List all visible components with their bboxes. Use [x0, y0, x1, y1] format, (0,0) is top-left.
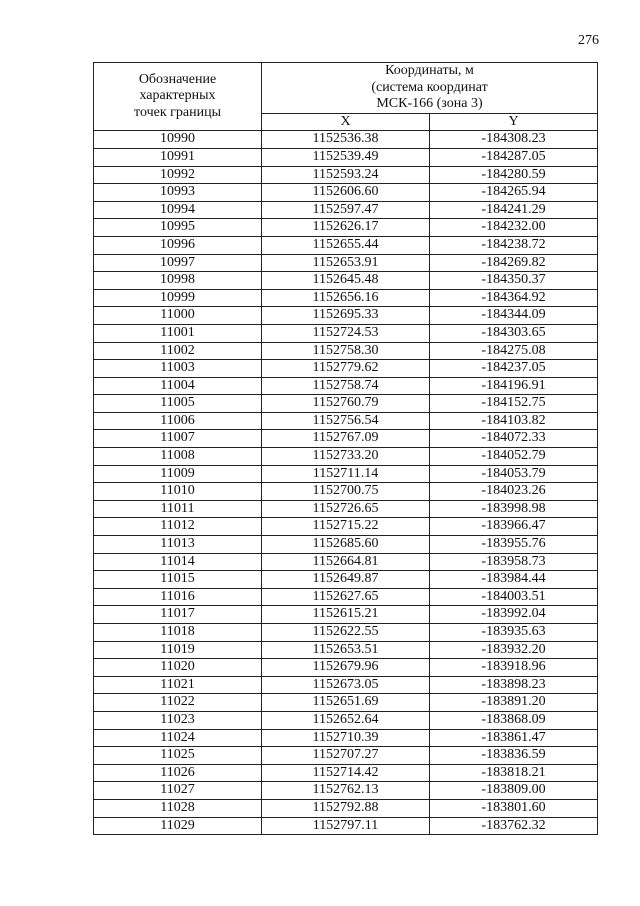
point-id-cell: 11002 — [94, 342, 262, 360]
table-row — [94, 184, 598, 202]
point-id-cell: 11016 — [94, 588, 262, 606]
x-coordinate-cell: 1152758.30 — [262, 342, 430, 360]
x-coordinate-cell: 1152653.51 — [262, 641, 430, 659]
y-coordinate-cell: -184364.92 — [430, 289, 598, 307]
table-row — [94, 236, 598, 254]
x-coordinate-cell: 1152711.14 — [262, 465, 430, 483]
y-coordinate-cell: -183958.73 — [430, 553, 598, 571]
x-coordinate-cell: 1152714.42 — [262, 764, 430, 782]
header-points-line-1: Обозначение — [138, 71, 217, 87]
table-row — [94, 131, 598, 149]
x-coordinate-cell: 1152606.60 — [262, 184, 430, 202]
header-y: Y — [430, 113, 598, 131]
x-coordinate-cell: 1152664.81 — [262, 553, 430, 571]
table-row — [94, 676, 598, 694]
y-coordinate-cell: -184023.26 — [430, 483, 598, 501]
point-id-cell: 11003 — [94, 360, 262, 378]
point-id-cell: 11017 — [94, 606, 262, 624]
table-row — [94, 624, 598, 642]
point-id-cell: 11006 — [94, 412, 262, 430]
x-coordinate-cell: 1152649.87 — [262, 571, 430, 589]
y-coordinate-cell: -184196.91 — [430, 377, 598, 395]
point-id-cell: 10995 — [94, 219, 262, 237]
y-coordinate-cell: -184303.65 — [430, 324, 598, 342]
table-row — [94, 518, 598, 536]
y-coordinate-cell: -183935.63 — [430, 624, 598, 642]
x-coordinate-cell: 1152779.62 — [262, 360, 430, 378]
x-coordinate-cell: 1152655.44 — [262, 236, 430, 254]
point-id-cell: 11025 — [94, 747, 262, 765]
x-coordinate-cell: 1152715.22 — [262, 518, 430, 536]
point-id-cell: 10996 — [94, 236, 262, 254]
table-row — [94, 782, 598, 800]
header-points-line-2: характерных — [139, 88, 216, 104]
y-coordinate-cell: -184103.82 — [430, 412, 598, 430]
y-coordinate-cell: -184275.08 — [430, 342, 598, 360]
y-coordinate-cell: -183868.09 — [430, 711, 598, 729]
x-coordinate-cell: 1152626.17 — [262, 219, 430, 237]
header-coordinates-line-2: (система координат — [371, 79, 488, 95]
x-coordinate-cell: 1152597.47 — [262, 201, 430, 219]
x-coordinate-cell: 1152615.21 — [262, 606, 430, 624]
table-row — [94, 641, 598, 659]
x-coordinate-cell: 1152760.79 — [262, 395, 430, 413]
y-coordinate-cell: -183898.23 — [430, 676, 598, 694]
x-coordinate-cell: 1152762.13 — [262, 782, 430, 800]
table-row — [94, 166, 598, 184]
table-row — [94, 799, 598, 817]
point-id-cell: 11024 — [94, 729, 262, 747]
table-row — [94, 764, 598, 782]
x-coordinate-cell: 1152685.60 — [262, 536, 430, 554]
x-coordinate-cell: 1152656.16 — [262, 289, 430, 307]
header-points — [94, 63, 262, 131]
y-coordinate-cell: -183966.47 — [430, 518, 598, 536]
y-coordinate-cell: -183984.44 — [430, 571, 598, 589]
table-row — [94, 430, 598, 448]
x-coordinate-cell: 1152792.88 — [262, 799, 430, 817]
y-coordinate-cell: -183918.96 — [430, 659, 598, 677]
x-coordinate-cell: 1152627.65 — [262, 588, 430, 606]
table-row — [94, 606, 598, 624]
point-id-cell: 11015 — [94, 571, 262, 589]
point-id-cell: 11021 — [94, 676, 262, 694]
y-coordinate-cell: -184052.79 — [430, 448, 598, 466]
x-coordinate-cell: 1152539.49 — [262, 148, 430, 166]
y-coordinate-cell: -183992.04 — [430, 606, 598, 624]
table-row — [94, 694, 598, 712]
table-row — [94, 272, 598, 290]
y-coordinate-cell: -183998.98 — [430, 500, 598, 518]
point-id-cell: 10998 — [94, 272, 262, 290]
point-id-cell: 11008 — [94, 448, 262, 466]
x-coordinate-cell: 1152767.09 — [262, 430, 430, 448]
point-id-cell: 10993 — [94, 184, 262, 202]
page-number: 276 — [578, 33, 599, 48]
point-id-cell: 10991 — [94, 148, 262, 166]
y-coordinate-cell: -183932.20 — [430, 641, 598, 659]
y-coordinate-cell: -184287.05 — [430, 148, 598, 166]
x-coordinate-cell: 1152673.05 — [262, 676, 430, 694]
table-row — [94, 711, 598, 729]
y-coordinate-cell: -183861.47 — [430, 729, 598, 747]
table-row — [94, 659, 598, 677]
point-id-cell: 10990 — [94, 131, 262, 149]
table-row — [94, 729, 598, 747]
point-id-cell: 11012 — [94, 518, 262, 536]
point-id-cell: 11004 — [94, 377, 262, 395]
x-coordinate-cell: 1152756.54 — [262, 412, 430, 430]
table-row — [94, 747, 598, 765]
point-id-cell: 11022 — [94, 694, 262, 712]
table-row — [94, 360, 598, 378]
y-coordinate-cell: -184238.72 — [430, 236, 598, 254]
table-row — [94, 254, 598, 272]
point-id-cell: 11023 — [94, 711, 262, 729]
point-id-cell: 11014 — [94, 553, 262, 571]
point-id-cell: 11028 — [94, 799, 262, 817]
x-coordinate-cell: 1152622.55 — [262, 624, 430, 642]
y-coordinate-cell: -183818.21 — [430, 764, 598, 782]
table-row — [94, 483, 598, 501]
table-row — [94, 536, 598, 554]
y-coordinate-cell: -184072.33 — [430, 430, 598, 448]
header-x: X — [262, 113, 430, 131]
y-coordinate-cell: -183801.60 — [430, 799, 598, 817]
table-row — [94, 395, 598, 413]
x-coordinate-cell: 1152695.33 — [262, 307, 430, 325]
point-id-cell: 11013 — [94, 536, 262, 554]
table-row — [94, 324, 598, 342]
table-body — [94, 131, 598, 835]
point-id-cell: 10999 — [94, 289, 262, 307]
table-row — [94, 289, 598, 307]
point-id-cell: 10994 — [94, 201, 262, 219]
table-row — [94, 571, 598, 589]
table-row — [94, 500, 598, 518]
point-id-cell: 11000 — [94, 307, 262, 325]
y-coordinate-cell: -184241.29 — [430, 201, 598, 219]
y-coordinate-cell: -184269.82 — [430, 254, 598, 272]
y-coordinate-cell: -183836.59 — [430, 747, 598, 765]
table-row — [94, 817, 598, 835]
table-row — [94, 465, 598, 483]
x-coordinate-cell: 1152710.39 — [262, 729, 430, 747]
table-row — [94, 148, 598, 166]
y-coordinate-cell: -184003.51 — [430, 588, 598, 606]
point-id-cell: 11019 — [94, 641, 262, 659]
x-coordinate-cell: 1152652.64 — [262, 711, 430, 729]
point-id-cell: 11011 — [94, 500, 262, 518]
point-id-cell: 11020 — [94, 659, 262, 677]
y-coordinate-cell: -183809.00 — [430, 782, 598, 800]
point-id-cell: 10992 — [94, 166, 262, 184]
header-points-line-3: точек границы — [134, 104, 221, 120]
x-coordinate-cell: 1152700.75 — [262, 483, 430, 501]
x-coordinate-cell: 1152726.65 — [262, 500, 430, 518]
x-coordinate-cell: 1152593.24 — [262, 166, 430, 184]
point-id-cell: 11027 — [94, 782, 262, 800]
y-coordinate-cell: -184053.79 — [430, 465, 598, 483]
y-coordinate-cell: -184280.59 — [430, 166, 598, 184]
coordinates-table — [93, 62, 598, 835]
y-coordinate-cell: -184152.75 — [430, 395, 598, 413]
table-row — [94, 201, 598, 219]
table-row — [94, 219, 598, 237]
x-coordinate-cell: 1152724.53 — [262, 324, 430, 342]
y-coordinate-cell: -184350.37 — [430, 272, 598, 290]
point-id-cell: 11007 — [94, 430, 262, 448]
point-id-cell: 11029 — [94, 817, 262, 835]
point-id-cell: 10997 — [94, 254, 262, 272]
table-row — [94, 448, 598, 466]
x-coordinate-cell: 1152758.74 — [262, 377, 430, 395]
x-coordinate-cell: 1152679.96 — [262, 659, 430, 677]
table-row — [94, 553, 598, 571]
header-coordinates-line-3: МСК-166 (зона 3) — [376, 96, 483, 112]
x-coordinate-cell: 1152651.69 — [262, 694, 430, 712]
x-coordinate-cell: 1152707.27 — [262, 747, 430, 765]
header-coordinates — [262, 63, 598, 114]
y-coordinate-cell: -184237.05 — [430, 360, 598, 378]
x-coordinate-cell: 1152797.11 — [262, 817, 430, 835]
table-row — [94, 412, 598, 430]
point-id-cell: 11010 — [94, 483, 262, 501]
table-row — [94, 588, 598, 606]
y-coordinate-cell: -184232.00 — [430, 219, 598, 237]
y-coordinate-cell: -184265.94 — [430, 184, 598, 202]
table-row — [94, 377, 598, 395]
y-coordinate-cell: -184344.09 — [430, 307, 598, 325]
y-coordinate-cell: -183762.32 — [430, 817, 598, 835]
header-coordinates-line-1: Координаты, м — [385, 63, 474, 78]
point-id-cell: 11026 — [94, 764, 262, 782]
x-coordinate-cell: 1152536.38 — [262, 131, 430, 149]
x-coordinate-cell: 1152653.91 — [262, 254, 430, 272]
y-coordinate-cell: -183955.76 — [430, 536, 598, 554]
point-id-cell: 11005 — [94, 395, 262, 413]
point-id-cell: 11001 — [94, 324, 262, 342]
y-coordinate-cell: -184308.23 — [430, 131, 598, 149]
x-coordinate-cell: 1152645.48 — [262, 272, 430, 290]
y-coordinate-cell: -183891.20 — [430, 694, 598, 712]
table-row — [94, 307, 598, 325]
x-coordinate-cell: 1152733.20 — [262, 448, 430, 466]
table-row — [94, 342, 598, 360]
point-id-cell: 11018 — [94, 624, 262, 642]
point-id-cell: 11009 — [94, 465, 262, 483]
